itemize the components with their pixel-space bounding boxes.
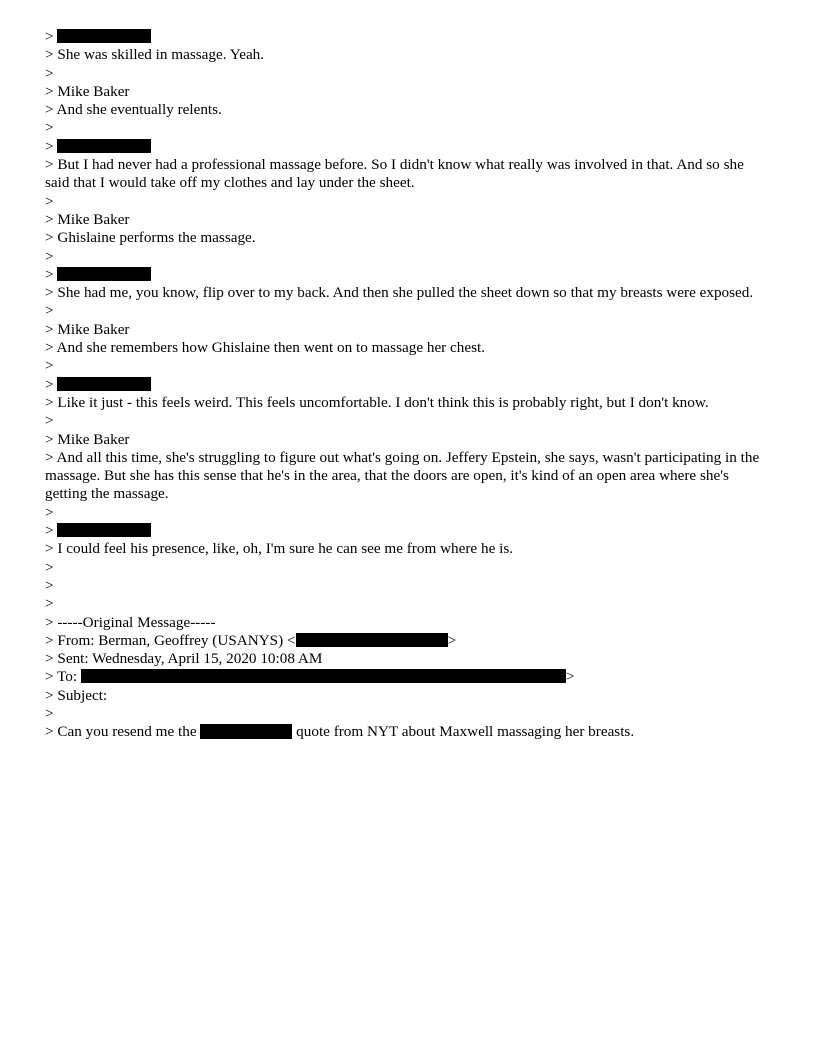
line-text: Mike Baker bbox=[57, 82, 130, 100]
line-text: Sent: Wednesday, April 15, 2020 10:08 AM bbox=[57, 650, 323, 668]
quote-marker: > bbox=[45, 28, 58, 45]
line-text: And all this time, she's struggling to figure out what's going on. Jeffery Epstein, she says, wasn't participating in the massage. But she has this sense that he's in the area, that the doors are open, it's kind of an open area where she's getting the massage. bbox=[45, 448, 760, 503]
document-line bbox=[45, 248, 771, 266]
document-line bbox=[45, 46, 771, 64]
quote-marker: > bbox=[45, 631, 58, 649]
document-line bbox=[45, 650, 771, 668]
line-text: Mike Baker bbox=[57, 210, 130, 228]
document-line bbox=[45, 577, 771, 595]
quote-marker: > bbox=[45, 540, 58, 558]
quote-marker: > bbox=[45, 558, 58, 576]
document-line bbox=[45, 376, 771, 394]
document-line bbox=[45, 687, 771, 705]
document-line bbox=[45, 302, 771, 320]
line-text-suffix: > bbox=[565, 668, 575, 686]
quote-marker: > bbox=[45, 320, 58, 338]
redaction-bar bbox=[57, 267, 151, 281]
quote-marker: > bbox=[45, 393, 58, 411]
redaction-bar bbox=[296, 633, 448, 647]
document-line bbox=[45, 229, 771, 247]
quote-marker: > bbox=[45, 46, 58, 64]
quote-marker: > bbox=[45, 284, 58, 302]
document-line bbox=[45, 156, 771, 193]
redaction-bar bbox=[81, 669, 566, 683]
document-line bbox=[45, 431, 771, 449]
quote-marker: > bbox=[45, 210, 58, 228]
quote-marker: > bbox=[45, 613, 58, 631]
line-text: Ghislaine performs the massage. bbox=[57, 229, 256, 247]
document-line bbox=[45, 284, 771, 302]
quote-marker: > bbox=[45, 503, 58, 521]
line-text: And she remembers how Ghislaine then went on to massage her chest. bbox=[56, 339, 486, 357]
quote-marker: > bbox=[45, 119, 58, 137]
document-line bbox=[45, 522, 771, 540]
line-text: She was skilled in massage. Yeah. bbox=[57, 46, 265, 64]
document-line bbox=[45, 449, 771, 504]
quote-marker: > bbox=[45, 64, 58, 82]
redaction-bar bbox=[57, 139, 151, 153]
quote-marker: > bbox=[45, 156, 58, 174]
line-text: Mike Baker bbox=[57, 320, 130, 338]
line-text: And she eventually relents. bbox=[56, 101, 222, 119]
quote-marker: > bbox=[45, 723, 58, 741]
document-line bbox=[45, 595, 771, 613]
document-line bbox=[45, 668, 771, 686]
document-line bbox=[45, 119, 771, 137]
quote-marker: > bbox=[45, 229, 58, 247]
document-line bbox=[45, 83, 771, 101]
line-text-suffix: quote from NYT about Maxwell massaging her breasts. bbox=[292, 723, 635, 741]
quote-marker: > bbox=[45, 686, 58, 704]
quote-marker: > bbox=[45, 265, 58, 283]
redaction-bar bbox=[57, 523, 151, 537]
document-line bbox=[45, 193, 771, 211]
line-text: Like it just - this feels weird. This feels uncomfortable. I don't think this is probably right, but I don't know. bbox=[57, 393, 709, 411]
quote-marker: > bbox=[45, 595, 58, 613]
line-text: -----Original Message----- bbox=[57, 613, 216, 631]
quote-marker: > bbox=[45, 302, 58, 320]
document-line bbox=[45, 138, 771, 156]
document-line bbox=[45, 211, 771, 229]
quote-marker: > bbox=[45, 339, 57, 357]
quote-marker: > bbox=[45, 247, 58, 265]
quote-marker: > bbox=[45, 192, 58, 210]
document-line bbox=[45, 339, 771, 357]
document-line bbox=[45, 614, 771, 632]
document-line bbox=[45, 394, 771, 412]
quote-marker: > bbox=[45, 522, 58, 540]
line-text: To: bbox=[57, 668, 81, 686]
document-line bbox=[45, 559, 771, 577]
document-line bbox=[45, 632, 771, 650]
line-text: Mike Baker bbox=[57, 430, 130, 448]
document-line bbox=[45, 412, 771, 430]
email-quoted-body bbox=[45, 28, 771, 742]
quote-marker: > bbox=[45, 650, 58, 668]
quote-marker: > bbox=[45, 375, 58, 393]
document-line bbox=[45, 266, 771, 284]
document-line bbox=[45, 723, 771, 741]
quote-marker: > bbox=[45, 448, 57, 466]
document-line bbox=[45, 504, 771, 522]
quote-marker: > bbox=[45, 137, 58, 155]
document-line bbox=[45, 540, 771, 558]
document-line bbox=[45, 357, 771, 375]
line-text-suffix: > bbox=[447, 631, 457, 649]
quote-marker: > bbox=[45, 430, 58, 448]
quote-marker: > bbox=[45, 704, 58, 722]
redaction-bar bbox=[200, 724, 292, 739]
line-text: I could feel his presence, like, oh, I'm sure he can see me from where he is. bbox=[57, 540, 514, 558]
document-line bbox=[45, 28, 771, 46]
line-text: Can you resend me the bbox=[57, 723, 201, 741]
line-text: But I had never had a professional massage before. So I didn't know what really was involved in that. And so she said that I would take off my clothes and lay under the sheet. bbox=[45, 156, 744, 192]
document-line bbox=[45, 321, 771, 339]
quote-marker: > bbox=[45, 101, 57, 119]
redaction-bar bbox=[57, 29, 151, 43]
document-line bbox=[45, 101, 771, 119]
line-text: She had me, you know, flip over to my back. And then she pulled the sheet down so that my breasts were exposed. bbox=[57, 284, 754, 302]
document-line bbox=[45, 65, 771, 83]
quote-marker: > bbox=[45, 357, 58, 375]
quote-marker: > bbox=[45, 412, 58, 430]
quote-marker: > bbox=[45, 668, 58, 686]
redaction-bar bbox=[57, 377, 151, 391]
line-text: From: Berman, Geoffrey (USANYS) < bbox=[57, 631, 296, 649]
quote-marker: > bbox=[45, 576, 58, 594]
quote-marker: > bbox=[45, 82, 58, 100]
line-text: Subject: bbox=[57, 686, 108, 704]
document-line bbox=[45, 705, 771, 723]
